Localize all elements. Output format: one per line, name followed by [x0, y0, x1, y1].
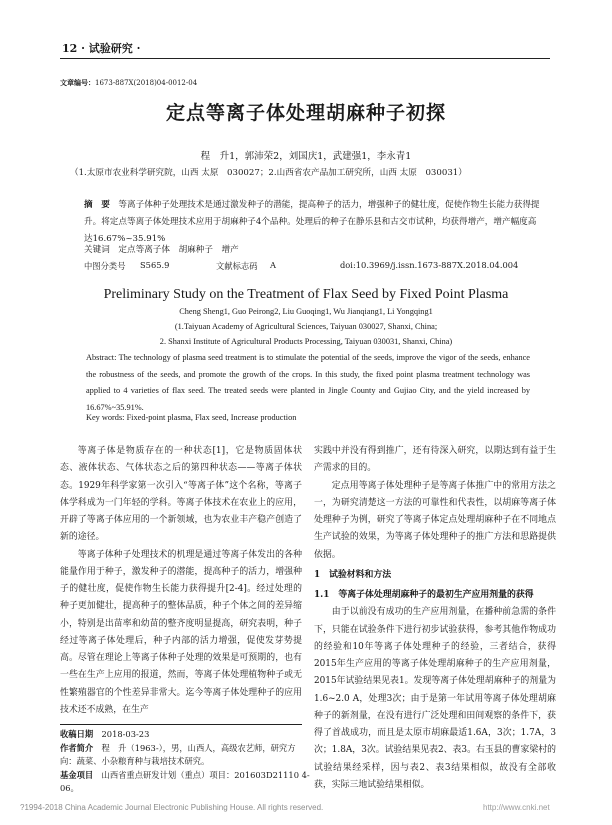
footnote	[60, 728, 310, 796]
keywords-chinese-label: 关键词	[84, 245, 110, 255]
keywords-english	[86, 413, 296, 422]
cnki-url[interactable]: http://www.cnki.net	[483, 803, 550, 812]
abstract-chinese	[84, 197, 544, 248]
copyright-footer: ?1994-2018 China Academic Journal Electronic Publishing House. All rights reserved.	[20, 803, 324, 812]
article-number-value: 1673-887X(2018)04-0012-04	[95, 79, 198, 87]
running-header: 12 · 试验研究 ·	[62, 42, 141, 55]
fund-text: 山西省重点研发计划（重点）项目：201603D21110 4-06。	[60, 769, 310, 793]
article-number	[60, 78, 197, 88]
body-paragraph: 由于以前没有成功的生产应用剂量，在播种前急需的条件下，只能在试验条件下进行初步试验获得，参考其他作物成功的经验和10年等离子体处理种子的经验，三者结合，获得2015年生产应用的等离子体处理胡麻种子的生产应用剂量，2015年试验结果见表1。发现等离子体处理胡麻种子的剂量为1.6~2.0 A，处理3次；由于是第一年试用等离子体处理胡麻种子的新剂量，在没有进行广泛处理和田间观察的条件下，获得了首战成功，而且是太原市胡麻最适1.6A，3次；1.7A，3次；1.8A，3次。试验结果见表2、表3。右玉县的曹家梁村的试验结果经采样，因与表2、表3结果相似，故没有全部收获，实际三地试验结果相似。	[314, 607, 556, 790]
title-english: Preliminary Study on the Treatment of Flax Seed by Fixed Point Plasma	[103, 287, 509, 302]
received-label: 收稿日期	[60, 729, 94, 739]
abstract-english-text: The technology of plasma seed treatment is to stimulate the potential of the seeds, improve the vigor of the seeds, enhance the robustness of the seeds, and promote the growth of the crops. In this study, the fixed point plasma treatment technology was applied to 4 varieties of flax seed. The treated seeds were planted in Jingle County and Gujiao City, and the yield increased by 16.67%~35.91%.	[86, 353, 530, 412]
article-number-label: 文章编号：	[60, 78, 95, 87]
body-paragraph: 定点用等离子体处理种子是等离子体推广中的常用方法之一，为研究清楚这一方法的可靠性和代表性，以胡麻等离子体处理种子为例，研究了等离子体定点处理胡麻种子在不同地点生产试验的效果，为等离子体处理种子的推广方法和思路提供依据。	[314, 480, 556, 560]
abstract-chinese-label: 摘 要	[84, 200, 110, 210]
keywords-chinese-text: 定点等离子体 胡麻种子 增产	[118, 245, 239, 255]
fund-label: 基金项目	[60, 769, 94, 780]
doc-code-value: A	[270, 260, 276, 270]
affiliation-english-1: (1.Taiyuan Academy of Agricultural Sciences, Taiyuan 030027, Shanxi, China;	[174, 322, 438, 331]
received-date: 2018-03-23	[101, 729, 150, 739]
section-heading: 1 试验材料和方法	[314, 569, 392, 580]
body-column-right	[314, 443, 556, 794]
abstract-english	[86, 350, 530, 416]
authors-english: Cheng Sheng1, Guo Peirong2, Liu Guoqing1, Wu Jianqiang1, Li Yongqing1	[179, 307, 433, 316]
authors-chinese: 程 升1，郭沛荣2，刘国庆1，武建强1，李永青1	[200, 151, 412, 162]
doi[interactable]: doi:10.3969/j.issn.1673-887X.2018.04.004	[340, 260, 519, 270]
body-paragraph: 等离子体是物质存在的一种状态[1]，它是物质固体状态、液体状态、气体状态之后的第四种状态——等离子体状态。1929年科学家第一次引入“等离子体”这个名称，等离子体学科成为一门年轻的学科。等离子体技术在农业上的应用，开辟了等离子体应用的一个新领域，也为农业丰产稳产创造了新的途径。	[60, 446, 302, 543]
subsection-heading: 1.1 等离子体处理胡麻种子的最初生产应用剂量的获得	[314, 590, 534, 600]
keywords-chinese	[84, 243, 239, 255]
header-rule	[60, 58, 550, 59]
clc-value: S565.9	[140, 260, 170, 270]
footnote-rule	[60, 724, 302, 725]
author-bio: 程 升（1963-），男，山西人，高级农艺师，研究方向：蔬菜、小杂粮育种与栽培技术研究。	[60, 742, 296, 766]
abstract-chinese-text: 等离子体种子处理技术是通过激发种子的潜能，提高种子的活力，增强种子的健壮度，促使作物生长能力获得提升。将定点等离子体处理技术应用于胡麻种子4个品种。处理后的种子在静乐县和古交市试种，均获得增产，增产幅度高达16.67%~35.91%	[84, 200, 540, 244]
affiliation-chinese: （1.太原市农业科学研究院，山西 太原 030027；2.山西省农产品加工研究所，山西 太原 030031）	[70, 168, 467, 178]
keywords-english-label: Key words:	[86, 413, 125, 422]
keywords-english-text: Fixed-point plasma, Flax seed, Increase production	[126, 413, 297, 422]
doc-code-label: 文献标志码	[216, 261, 258, 271]
clc-label: 中图分类号	[84, 261, 126, 271]
affiliation-english-2: 2. Shanxi Institute of Agricultural Products Processing, Taiyuan 030031, Shanxi, China)	[159, 337, 453, 346]
body-column-left	[60, 443, 302, 719]
abstract-english-label: Abstract:	[86, 353, 117, 362]
body-paragraph: 等离子体种子处理技术的机理是通过等离子体发出的各种能量作用于种子，激发种子的潜能，提高种子的活力，增强种子的健壮度，促使作物生长能力获得提升[2-4]。经过处理的种子更加健壮，提高种子的整体品质，种子个体之间的差异缩小，特别是出苗率和幼苗的整齐度明显提高，研究表明，种子经过等离子体处理后，种子内部的活力增强，促使发芽势提高。尽管在理论上等离子体种子处理的效果是可预期的，也有一些在生产上应用的报道，然而，等离子体处理植物种子或无性繁殖器官的个性差异非常大。迄今等离子体处理种子的应用技术还不成熟，在生产	[60, 549, 302, 715]
body-paragraph: 实践中并没有得到推广，还有待深入研究，以期达到有益于生产需求的目的。	[314, 446, 556, 474]
author-bio-label: 作者简介	[60, 742, 94, 753]
title-chinese: 定点等离子体处理胡麻种子初探	[165, 102, 446, 124]
